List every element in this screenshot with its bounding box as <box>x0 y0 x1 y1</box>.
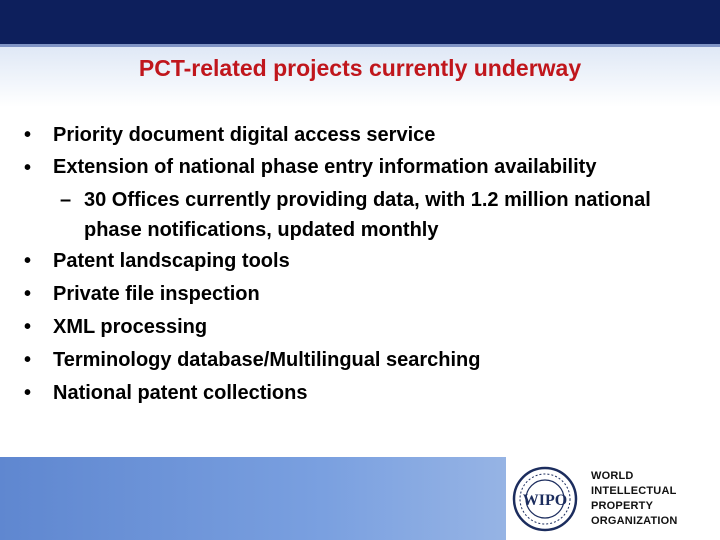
bullet-icon: • <box>24 124 32 146</box>
wordmark-line: ORGANIZATION <box>591 515 678 527</box>
list-item <box>24 344 704 377</box>
bullet-icon: • <box>24 382 32 404</box>
list-item-text: Patent landscaping tools <box>53 250 290 272</box>
list-item <box>24 245 704 278</box>
list-item-text: Priority document digital access service <box>53 124 436 146</box>
bullet-icon: • <box>24 283 32 305</box>
wordmark-line: WORLD <box>591 470 634 482</box>
dash-icon: – <box>60 189 72 211</box>
list-item-text: National patent collections <box>53 382 308 404</box>
bullet-icon: • <box>24 250 32 272</box>
list-item-text: XML processing <box>53 316 208 338</box>
list-item <box>24 278 704 311</box>
list-item-text: Private file inspection <box>53 283 260 305</box>
list-item-text: Extension of national phase entry information availability <box>53 156 597 178</box>
wordmark-line: PROPERTY <box>591 500 654 512</box>
sub-list-item <box>60 185 704 245</box>
sub-list-item-text: 30 Offices currently providing data, with 1.2 million national phase notifications, updated monthly <box>84 189 651 241</box>
slide-title: PCT-related projects currently underway <box>138 55 582 81</box>
bullet-icon: • <box>24 157 32 179</box>
list-item <box>24 377 704 410</box>
bullet-list <box>24 119 704 410</box>
top-header-bar <box>0 0 720 44</box>
wipo-seal-icon <box>510 466 580 532</box>
bullet-icon: • <box>24 316 32 338</box>
list-item <box>24 152 704 185</box>
seal-text: WIPO <box>522 492 568 509</box>
wipo-wordmark <box>591 469 678 529</box>
list-item-text: Terminology database/Multilingual searching <box>53 349 481 371</box>
list-item <box>24 119 704 152</box>
bullet-icon: • <box>24 349 32 371</box>
list-item <box>24 311 704 344</box>
wordmark-line: INTELLECTUAL <box>591 485 677 497</box>
